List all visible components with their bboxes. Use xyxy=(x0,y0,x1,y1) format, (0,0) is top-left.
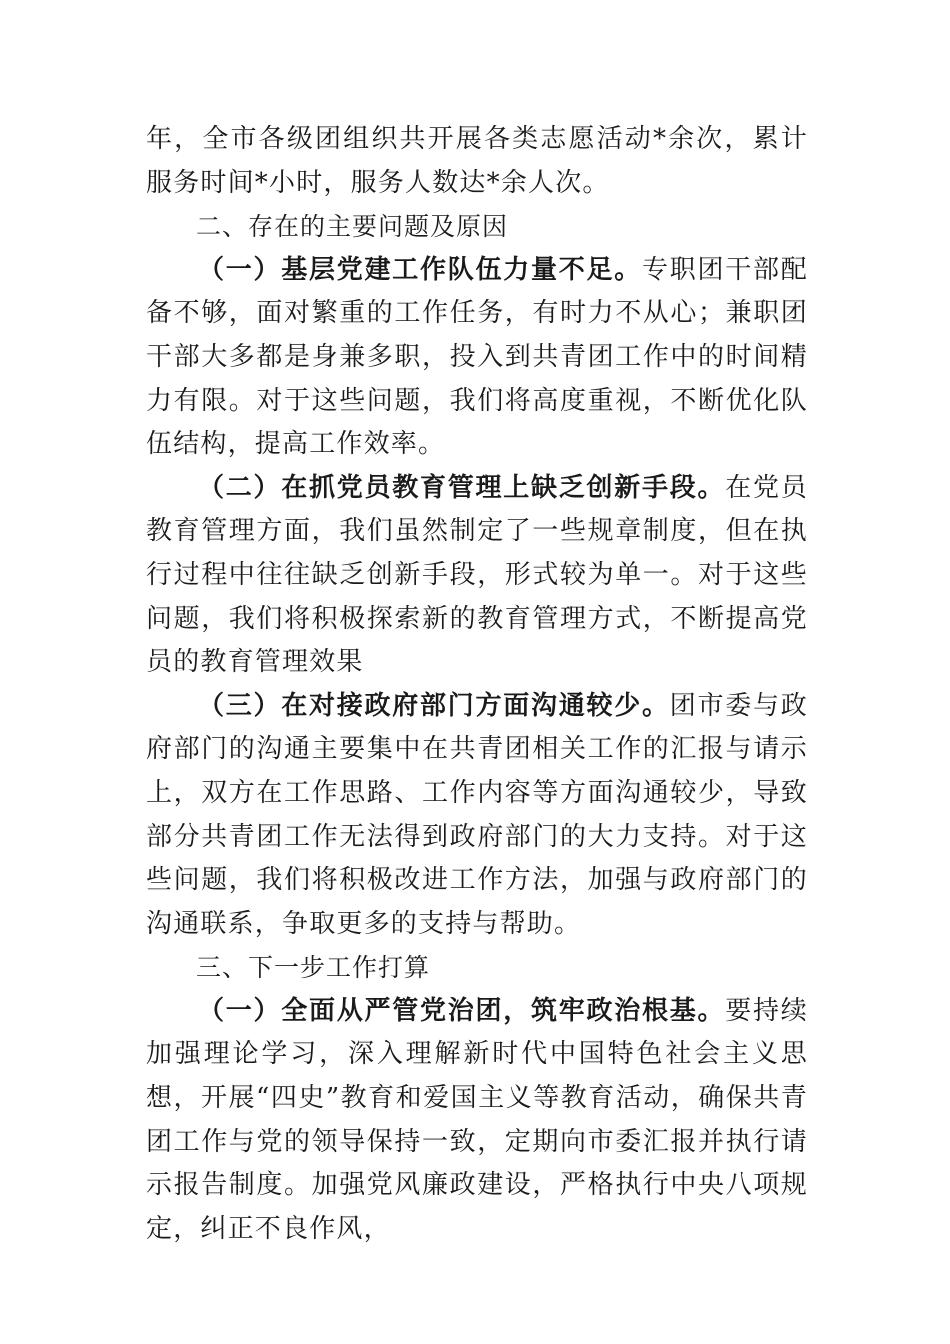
paragraph-lead: （一）基层党建工作队伍力量不足。 xyxy=(198,254,643,285)
paragraph-problem-2 xyxy=(146,467,808,685)
paragraph-text: 团市委与政府部门的沟通主要集中在共青团相关工作的汇报与请示上，双方在工作思路、工作内容等方面沟通较少，导致部分共青团工作无法得到政府部门的大力支持。对于这些问题，我们将积极改进工作方法，加强与政府部门的沟通联系，争取更多的支持与帮助。 xyxy=(146,690,808,939)
paragraph-problem-1 xyxy=(146,249,808,467)
paragraph-lead: （三）在对接政府部门方面沟通较少。 xyxy=(198,690,670,721)
paragraph-text: 专职团干部配备不够，面对繁重的工作任务，有时力不从心；兼职团干部大多都是身兼多职，投入到共青团工作中的时间精力有限。对于这些问题，我们将高度重视，不断优化队伍结构，提高工作效率。 xyxy=(146,254,809,460)
paragraph-text: 在党员教育管理方面，我们虽然制定了一些规章制度，但在执行过程中往往缺乏创新手段，形式较为单一。对于这些问题，我们将积极探索新的教育管理方式，不断提高党员的教育管理效果 xyxy=(146,472,808,678)
section-heading-next-steps: 三、下一步工作打算 xyxy=(196,953,431,983)
section-heading-problems: 二、存在的主要问题及原因 xyxy=(196,212,509,242)
paragraph-plan-1 xyxy=(146,990,808,1252)
paragraph-volunteer-summary xyxy=(146,118,808,205)
paragraph-text: 要持续加强理论学习，深入理解新时代中国特色社会主义思想，开展“四史”教育和爱国主义等教育活动，确保共青团工作与党的领导保持一致，定期向市委汇报并执行请示报告制度。加强党风廉政建设，严格执行中央八项规定，纠正不良作风， xyxy=(146,995,808,1244)
paragraph-text: 年，全市各级团组织共开展各类志愿活动*余次，累计服务时间*小时，服务人数达*余人次。 xyxy=(146,124,808,198)
paragraph-problem-3 xyxy=(146,685,808,947)
paragraph-lead: （一）全面从严管党治团，筑牢政治根基。 xyxy=(198,995,726,1026)
paragraph-lead: （二）在抓党员教育管理上缺乏创新手段。 xyxy=(198,472,726,503)
document-body xyxy=(146,118,808,1251)
